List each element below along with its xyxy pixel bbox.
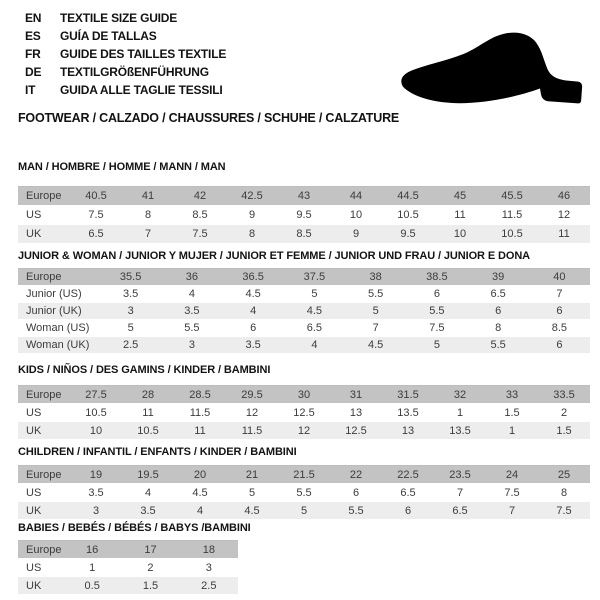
table-row	[18, 206, 590, 225]
size-cell: 1	[89, 561, 96, 574]
size-cell: 3	[205, 561, 212, 574]
row-label: Europe	[26, 190, 62, 202]
table-row	[18, 559, 238, 577]
table-row	[18, 303, 590, 320]
table-row	[18, 541, 238, 559]
size-cell: 4.5	[367, 339, 384, 351]
language-label: GUÍA DE TALLAS	[60, 29, 157, 43]
size-cell: 22	[349, 468, 363, 481]
size-table	[18, 385, 590, 440]
size-cell: 21	[245, 468, 259, 481]
table-row	[18, 577, 238, 595]
size-cell: 12.5	[293, 406, 315, 419]
size-cell: 27.5	[85, 388, 107, 401]
size-cell: 7	[372, 322, 379, 334]
size-cell: 35.5	[119, 271, 142, 283]
language-code: ES	[25, 29, 41, 43]
table-row	[18, 337, 590, 354]
size-table-section-junior	[18, 250, 590, 354]
size-cell: 38.5	[426, 271, 448, 283]
size-cell: 31.5	[397, 388, 419, 401]
size-cell: 11	[558, 228, 570, 240]
table-row	[18, 386, 590, 404]
section-title: JUNIOR & WOMAN / JUNIOR Y MUJER / JUNIOR ET FEMME / JUNIOR UND FRAU / JUNIOR E DONA	[18, 250, 531, 262]
table-row	[18, 404, 590, 422]
language-code: FR	[25, 47, 41, 61]
size-cell: 3.5	[245, 339, 261, 351]
size-cell: 2.5	[122, 339, 139, 351]
size-cell: 5	[372, 305, 379, 317]
size-cell: 9.5	[400, 228, 416, 240]
size-cell: 13.5	[449, 424, 471, 437]
size-cell: 4.5	[244, 504, 260, 517]
size-cell: 6.5	[490, 288, 506, 300]
size-cell: 11.5	[241, 424, 263, 437]
size-cell: 4	[188, 288, 195, 300]
size-cell: 9	[248, 209, 256, 221]
size-cell: 5	[433, 339, 440, 351]
size-cell: 6	[556, 339, 563, 351]
section-title: KIDS / NIÑOS / DES GAMINS / KINDER / BAMBINI	[18, 364, 271, 376]
size-cell: 2	[560, 406, 568, 419]
size-cell: 5	[311, 288, 318, 300]
size-cell: 8	[248, 228, 256, 240]
size-cell: 13	[401, 424, 415, 437]
size-cell: 2.5	[201, 579, 217, 592]
size-cell: 32	[453, 388, 467, 401]
size-cell: 20	[193, 468, 207, 481]
size-cell: 5.5	[184, 322, 200, 334]
size-cell: 7.5	[556, 504, 572, 517]
category-line: FOOTWEAR / CALZADO / CHAUSSURES / SCHUHE / CALZATURE	[18, 111, 400, 125]
size-cell: 12	[245, 406, 259, 419]
size-cell: 19	[89, 468, 103, 481]
size-cell: 10	[89, 424, 103, 437]
size-cell: 25	[557, 468, 571, 481]
size-cell: 21.5	[293, 468, 315, 481]
size-cell: 23.5	[449, 468, 471, 481]
size-cell: 44.5	[397, 190, 419, 202]
size-cell: 1	[508, 424, 516, 437]
size-table-section-kids	[18, 364, 590, 440]
size-cell: 4	[144, 486, 152, 499]
table-row	[18, 269, 590, 286]
size-cell: 3.5	[184, 305, 200, 317]
table-row	[18, 225, 590, 244]
size-cell: 44	[349, 190, 363, 202]
size-cell: 8.5	[551, 322, 568, 334]
size-table	[18, 186, 590, 244]
table-row	[18, 502, 590, 520]
size-cell: 38	[369, 271, 382, 283]
size-cell: 16	[86, 543, 99, 556]
size-cell: 5	[127, 322, 134, 334]
size-cell: 1	[456, 406, 464, 419]
row-label: US	[26, 406, 42, 419]
size-cell: 10	[453, 228, 467, 240]
section-title: CHILDREN / INFANTIL / ENFANTS / KINDER / BAMBINI	[18, 446, 297, 458]
size-cell: 29.5	[241, 388, 263, 401]
size-cell: 1.5	[556, 424, 572, 437]
size-cell: 36.5	[242, 271, 264, 283]
size-cell: 10.5	[501, 228, 523, 240]
size-cell: 12	[297, 424, 311, 437]
size-cell: 9	[352, 228, 360, 240]
size-cell: 42.5	[241, 190, 263, 202]
size-table	[18, 268, 590, 354]
size-cell: 33	[505, 388, 519, 401]
size-table-section-man	[18, 161, 590, 244]
size-cell: 45.5	[501, 190, 523, 202]
language-label: GUIDA ALLE TAGLIE TESSILI	[60, 83, 223, 97]
size-cell: 30	[297, 388, 311, 401]
size-cell: 46	[557, 190, 571, 202]
size-cell: 12	[557, 209, 571, 221]
size-cell: 3	[92, 504, 100, 517]
size-cell: 40.5	[85, 190, 107, 202]
size-cell: 4.5	[306, 305, 323, 317]
size-cell: 3.5	[88, 486, 104, 499]
size-cell: 4.5	[245, 288, 261, 300]
language-label: GUIDE DES TAILLES TEXTILE	[60, 47, 227, 61]
table-row	[18, 484, 590, 502]
size-cell: 5.5	[296, 486, 312, 499]
size-cell: 6.5	[400, 486, 416, 499]
row-label: Woman (UK)	[26, 339, 90, 351]
size-cell: 11	[454, 209, 466, 221]
size-cell: 28.5	[189, 388, 211, 401]
size-cell: 10.5	[137, 424, 159, 437]
size-cell: 43	[297, 190, 311, 202]
language-label: TEXTILE SIZE GUIDE	[60, 11, 178, 25]
size-cell: 6	[352, 486, 360, 499]
row-label: Europe	[26, 271, 62, 283]
size-cell: 10.5	[85, 406, 107, 419]
row-label: Europe	[26, 388, 62, 401]
row-label: UK	[26, 424, 42, 437]
size-cell: 7	[508, 504, 516, 517]
size-cell: 31	[349, 388, 363, 401]
size-cell: 13.5	[397, 406, 419, 419]
size-cell: 8	[560, 486, 568, 499]
size-cell: 3.5	[122, 288, 139, 300]
section-title: MAN / HOMBRE / HOMME / MANN / MAN	[18, 161, 226, 173]
section-title: BABIES / BEBÉS / BÉBÉS / BABYS /BAMBINI	[18, 522, 251, 534]
row-label: Europe	[26, 468, 62, 481]
size-cell: 6	[556, 305, 563, 317]
size-cell: 17	[144, 543, 157, 556]
size-cell: 7	[456, 486, 464, 499]
row-label: UK	[26, 579, 42, 592]
table-row	[18, 320, 590, 337]
size-table-section-children	[18, 446, 590, 520]
row-label: US	[26, 486, 42, 499]
size-cell: 6.5	[306, 322, 323, 334]
size-cell: 6	[433, 288, 440, 300]
table-row	[18, 466, 590, 484]
size-cell: 2	[147, 561, 154, 574]
size-cell: 5.5	[348, 504, 364, 517]
size-cell: 9.5	[296, 209, 312, 221]
size-cell: 6.5	[452, 504, 468, 517]
size-cell: 8	[144, 209, 152, 221]
language-label: TEXTILGRÖßENFÜHRUNG	[60, 65, 209, 79]
size-cell: 45	[453, 190, 467, 202]
size-cell: 11.5	[501, 209, 523, 221]
size-cell: 4.5	[192, 486, 208, 499]
size-cell: 8	[495, 322, 502, 334]
size-cell: 1.5	[504, 406, 520, 419]
size-cell: 12.5	[345, 424, 367, 437]
size-cell: 6	[404, 504, 412, 517]
row-label: UK	[26, 228, 42, 240]
table-row	[18, 422, 590, 440]
row-label: Woman (US)	[26, 322, 90, 334]
row-label: Junior (US)	[26, 288, 82, 300]
size-cell: 11	[194, 424, 206, 437]
size-cell: 5.5	[367, 288, 384, 300]
size-cell: 33.5	[553, 388, 575, 401]
language-code: IT	[25, 83, 36, 97]
size-cell: 1.5	[142, 579, 159, 592]
size-cell: 39	[492, 271, 505, 283]
size-cell: 4	[311, 339, 318, 351]
size-cell: 7.5	[504, 486, 520, 499]
size-cell: 0.5	[84, 579, 100, 592]
size-cell: 7.5	[88, 209, 104, 221]
size-cell: 24	[505, 468, 519, 481]
size-cell: 11	[142, 406, 154, 419]
size-cell: 19.5	[137, 468, 159, 481]
size-cell: 5	[248, 486, 256, 499]
size-cell: 3	[127, 305, 134, 317]
size-cell: 18	[202, 543, 215, 556]
row-label: Europe	[26, 543, 62, 556]
size-cell: 22.5	[397, 468, 419, 481]
size-cell: 8.5	[192, 209, 208, 221]
size-cell: 3	[188, 339, 195, 351]
size-cell: 5.5	[490, 339, 506, 351]
size-cell: 7.5	[192, 228, 208, 240]
size-cell: 3.5	[140, 504, 156, 517]
row-label: UK	[26, 504, 42, 517]
size-cell: 42	[193, 190, 207, 202]
size-cell: 28	[141, 388, 155, 401]
row-label: Junior (UK)	[26, 305, 82, 317]
size-cell: 7	[144, 228, 152, 240]
size-table	[18, 465, 590, 520]
size-cell: 37.5	[303, 271, 326, 283]
size-cell: 40	[553, 271, 566, 283]
size-cell: 10.5	[397, 209, 419, 221]
table-row	[18, 286, 590, 303]
size-cell: 6.5	[88, 228, 104, 240]
size-cell: 5	[300, 504, 308, 517]
language-code: DE	[25, 65, 42, 79]
size-cell: 13	[349, 406, 363, 419]
table-row	[18, 187, 590, 206]
size-cell: 8.5	[296, 228, 312, 240]
size-cell: 11.5	[189, 406, 211, 419]
dress-shoe-icon	[392, 16, 590, 114]
size-cell: 10	[349, 209, 363, 221]
size-cell: 6	[250, 322, 257, 334]
size-cell: 7	[556, 288, 563, 300]
size-cell: 41	[141, 190, 155, 202]
language-code: EN	[25, 11, 42, 25]
row-label: US	[26, 561, 42, 574]
size-cell: 6	[495, 305, 502, 317]
size-table	[18, 540, 238, 595]
size-cell: 4	[250, 305, 257, 317]
size-cell: 36	[185, 271, 198, 283]
size-cell: 5.5	[429, 305, 445, 317]
size-table-section-babies	[18, 522, 251, 595]
size-cell: 7.5	[429, 322, 445, 334]
size-cell: 4	[196, 504, 204, 517]
row-label: US	[26, 209, 42, 221]
language-list	[25, 11, 226, 97]
